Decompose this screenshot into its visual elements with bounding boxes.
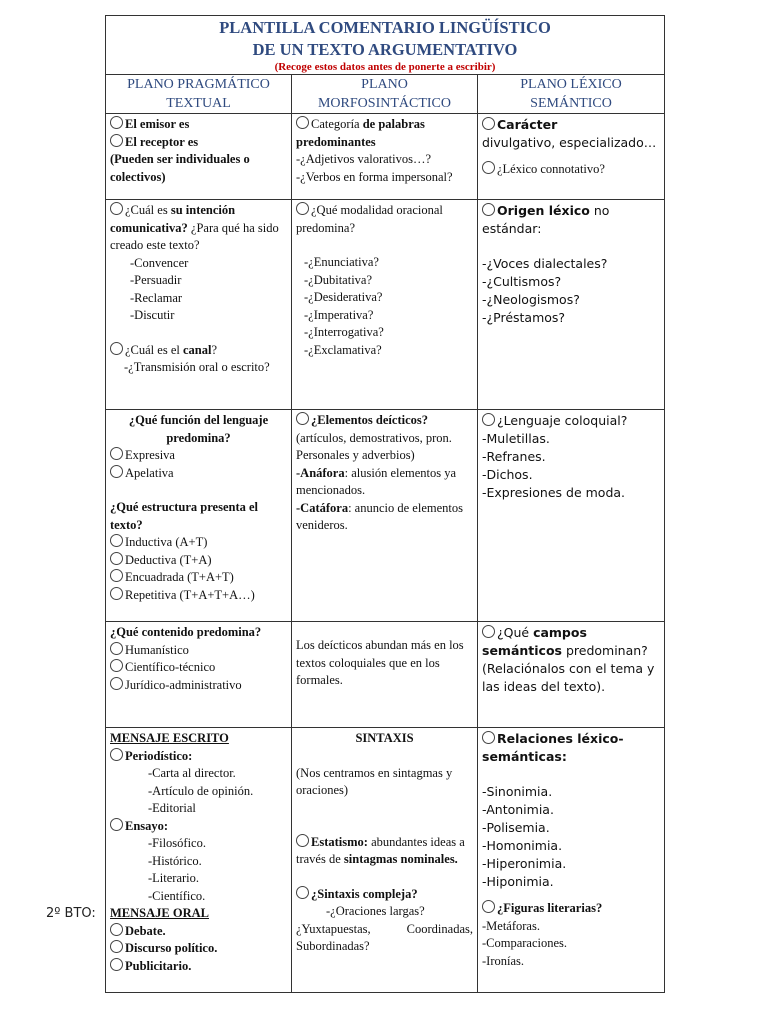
cell-modalidad: ¿Qué modalidad oracional predomina? -¿Enunciativa? -¿Dubitativa? -¿Desiderativa? -¿Imperativa? -¿Interrogativa? -¿Exclamativa? [292, 200, 478, 410]
cell-categoria: Categoría de palabras predominantes -¿Adjetivos valorativos…? -¿Verbos en forma impersonal? [292, 114, 478, 200]
checkbox-repetitiva-icon[interactable] [110, 587, 123, 600]
checkbox-estatismo-icon[interactable] [296, 834, 309, 847]
title-cell [106, 16, 665, 75]
checkbox-intencion-icon[interactable] [110, 202, 123, 215]
checkbox-debate-icon[interactable] [110, 923, 123, 936]
checkbox-caracter-icon[interactable] [482, 117, 495, 130]
checkbox-deductiva-icon[interactable] [110, 552, 123, 565]
cell-emisor: El emisor es El receptor es (Pueden ser individuales o colectivos) [106, 114, 292, 200]
checkbox-juridico-icon[interactable] [110, 677, 123, 690]
title-line-2: DE UN TEXTO ARGUMENTATIVO [252, 40, 518, 59]
checkbox-coloquial-icon[interactable] [482, 413, 495, 426]
cell-campos: ¿Qué campos semánticos predominan? (Relaciónalos con el tema y las ideas del texto). [478, 622, 665, 728]
checkbox-categoria-icon[interactable] [296, 116, 309, 129]
checkbox-discurso-icon[interactable] [110, 940, 123, 953]
cell-relaciones: Relaciones léxico-semánticas: -Sinonimia. -Antonimia. -Polisemia. -Homonimia. -Hiperonimia. -Hiponimia. ¿Figuras literarias? -Metáforas. -Comparaciones. -Ironías. [478, 728, 665, 993]
checkbox-sintaxis-icon[interactable] [296, 886, 309, 899]
checkbox-inductiva-icon[interactable] [110, 534, 123, 547]
header-morfosintactico: PLANO MORFOSINTÁCTICO [292, 75, 478, 114]
checkbox-figuras-icon[interactable] [482, 900, 495, 913]
cell-sintaxis: SINTAXIS (Nos centramos en sintagmas y oraciones) Estatismo: abundantes ideas a través de sintagmas nominales. ¿Sintaxis compleja? -¿Oraciones largas? ¿Yuxtapuestas, Coordinadas, Subordinadas? [292, 728, 478, 993]
checkbox-relaciones-icon[interactable] [482, 731, 495, 744]
checkbox-modalidad-icon[interactable] [296, 202, 309, 215]
checkbox-humanistico-icon[interactable] [110, 642, 123, 655]
cell-deicticos: ¿Elementos deícticos? (artículos, demostrativos, pron. Personales y adverbios) -Anáfora: alusión elementos ya mencionados. -Catáfora: anuncio de elementos venideros. [292, 410, 478, 622]
cell-intencion: ¿Cuál es su intención comunicativa? ¿Para qué ha sido creado este texto? -Convencer -Persuadir -Reclamar -Discutir ¿Cuál es el canal? -¿Transmisión oral o escrito? [106, 200, 292, 410]
cell-contenido: ¿Qué contenido predomina? Humanístico Científico-técnico Jurídico-administrativo [106, 622, 292, 728]
checkbox-emisor-icon[interactable] [110, 116, 123, 129]
template-table [105, 15, 665, 993]
cell-caracter: Carácter divulgativo, especializado… ¿Léxico connotativo? [478, 114, 665, 200]
checkbox-periodistico-icon[interactable] [110, 748, 123, 761]
title-note: (Recoge estos datos antes de ponerte a escribir) [274, 61, 496, 73]
checkbox-cientifico-icon[interactable] [110, 659, 123, 672]
header-lexico: PLANO LÉXICO SEMÁNTICO [478, 75, 665, 114]
checkbox-campos-icon[interactable] [482, 625, 495, 638]
cell-origen: Origen léxico no estándar: -¿Voces dialectales? -¿Cultismos? -¿Neologismos? -¿Préstamos? [478, 200, 665, 410]
cell-deicticos-nota: Los deícticos abundan más en los textos coloquiales que en los formales. [292, 622, 478, 728]
cell-mensaje: MENSAJE ESCRITO Periodístico: -Carta al director. -Artículo de opinión. -Editorial Ensayo: -Filosófico. -Histórico. -Literario. -Científico. MENSAJE ORAL Debate. Discurso político. Publicitario. [106, 728, 292, 993]
checkbox-canal-icon[interactable] [110, 342, 123, 355]
header-pragmatico: PLANO PRAGMÁTICO TEXTUAL [106, 75, 292, 114]
checkbox-encuadrada-icon[interactable] [110, 569, 123, 582]
course-label: 2º BTO: [46, 906, 96, 921]
checkbox-deicticos-icon[interactable] [296, 412, 309, 425]
cell-funcion: ¿Qué función del lenguaje predomina? Expresiva Apelativa ¿Qué estructura presenta el texto? Inductiva (A+T) Deductiva (T+A) Encuadrada (T+A+T) Repetitiva (T+A+T+A…) [106, 410, 292, 622]
title-line-1: PLANTILLA COMENTARIO LINGÜÍSTICO [219, 18, 551, 37]
checkbox-apelativa-icon[interactable] [110, 465, 123, 478]
checkbox-receptor-icon[interactable] [110, 134, 123, 147]
checkbox-origen-icon[interactable] [482, 203, 495, 216]
cell-coloquial: ¿Lenguaje coloquial? -Muletillas. -Refranes. -Dichos. -Expresiones de moda. [478, 410, 665, 622]
checkbox-publicitario-icon[interactable] [110, 958, 123, 971]
checkbox-expresiva-icon[interactable] [110, 447, 123, 460]
checkbox-connotativo-icon[interactable] [482, 161, 495, 174]
checkbox-ensayo-icon[interactable] [110, 818, 123, 831]
